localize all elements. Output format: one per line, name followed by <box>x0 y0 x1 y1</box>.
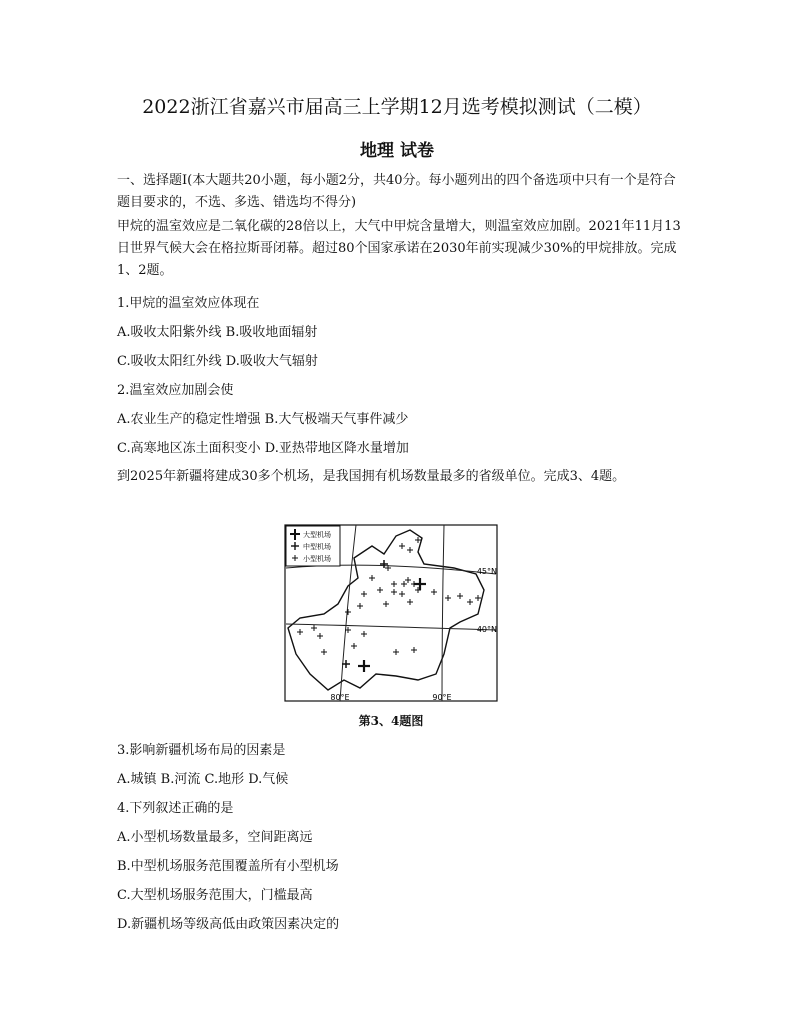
question-3-options: A.城镇 B.河流 C.地形 D.气候 <box>117 772 289 787</box>
intro-paragraph-2: 到2025年新疆将建成30多个机场，是我国拥有机场数量最多的省级单位。完成3、4题。 <box>117 469 626 484</box>
lat-40-label: 40°N <box>476 625 497 634</box>
section-heading: 一、选择题Ⅰ(本大题共20小题，每小题2分，共40分。每小题列出的四个备选项中只有一个是符合题目要求的，不选、多选、错选均不得分) <box>117 173 676 210</box>
legend-medium-label: 中型机场 <box>303 543 331 551</box>
lon-80-label: 80°E <box>330 693 350 702</box>
intro-paragraph-1: 甲烷的温室效应是二氧化碳的28倍以上，大气中甲烷含量增大，则温室效应加剧。2021年11月13日世界气候大会在格拉斯哥闭幕。超过80个国家承诺在2030年前实现减少30%的甲烷排放。完成1、2题。 <box>117 219 681 278</box>
question-1-options-ab: A.吸收太阳紫外线 B.吸收地面辐射 <box>117 325 318 340</box>
legend-large-label: 大型机场 <box>303 531 331 539</box>
question-1: 1.甲烷的温室效应体现在 <box>117 296 260 311</box>
question-2: 2.温室效应加剧会使 <box>117 383 234 398</box>
question-2-options-ab: A.农业生产的稳定性增强 B.大气极端天气事件减少 <box>117 412 409 427</box>
map-caption: 第3、4题图 <box>358 714 424 728</box>
page-title: 2022浙江省嘉兴市届高三上学期12月选考模拟测试（二模） <box>142 96 652 118</box>
question-4-option-a: A.小型机场数量最多，空间距离远 <box>117 830 313 845</box>
legend-small-label: 小型机场 <box>303 555 331 563</box>
question-4-option-d: D.新疆机场等级高低由政策因素决定的 <box>117 917 340 932</box>
question-4: 4.下列叙述正确的是 <box>117 801 234 816</box>
question-4-option-b: B.中型机场服务范围覆盖所有小型机场 <box>117 859 339 874</box>
question-2-options-cd: C.高寒地区冻土面积变小 D.亚热带地区降水量增加 <box>117 441 409 456</box>
question-1-options-cd: C.吸收太阳红外线 D.吸收大气辐射 <box>117 354 318 369</box>
question-3: 3.影响新疆机场布局的因素是 <box>117 743 286 758</box>
lon-90-label: 90°E <box>432 693 452 702</box>
question-4-option-c: C.大型机场服务范围大，门槛最高 <box>117 888 313 903</box>
xinjiang-airport-map <box>284 524 498 702</box>
lat-45-label: 45°N <box>476 567 497 576</box>
page-subtitle: 地理 试卷 <box>360 141 434 161</box>
